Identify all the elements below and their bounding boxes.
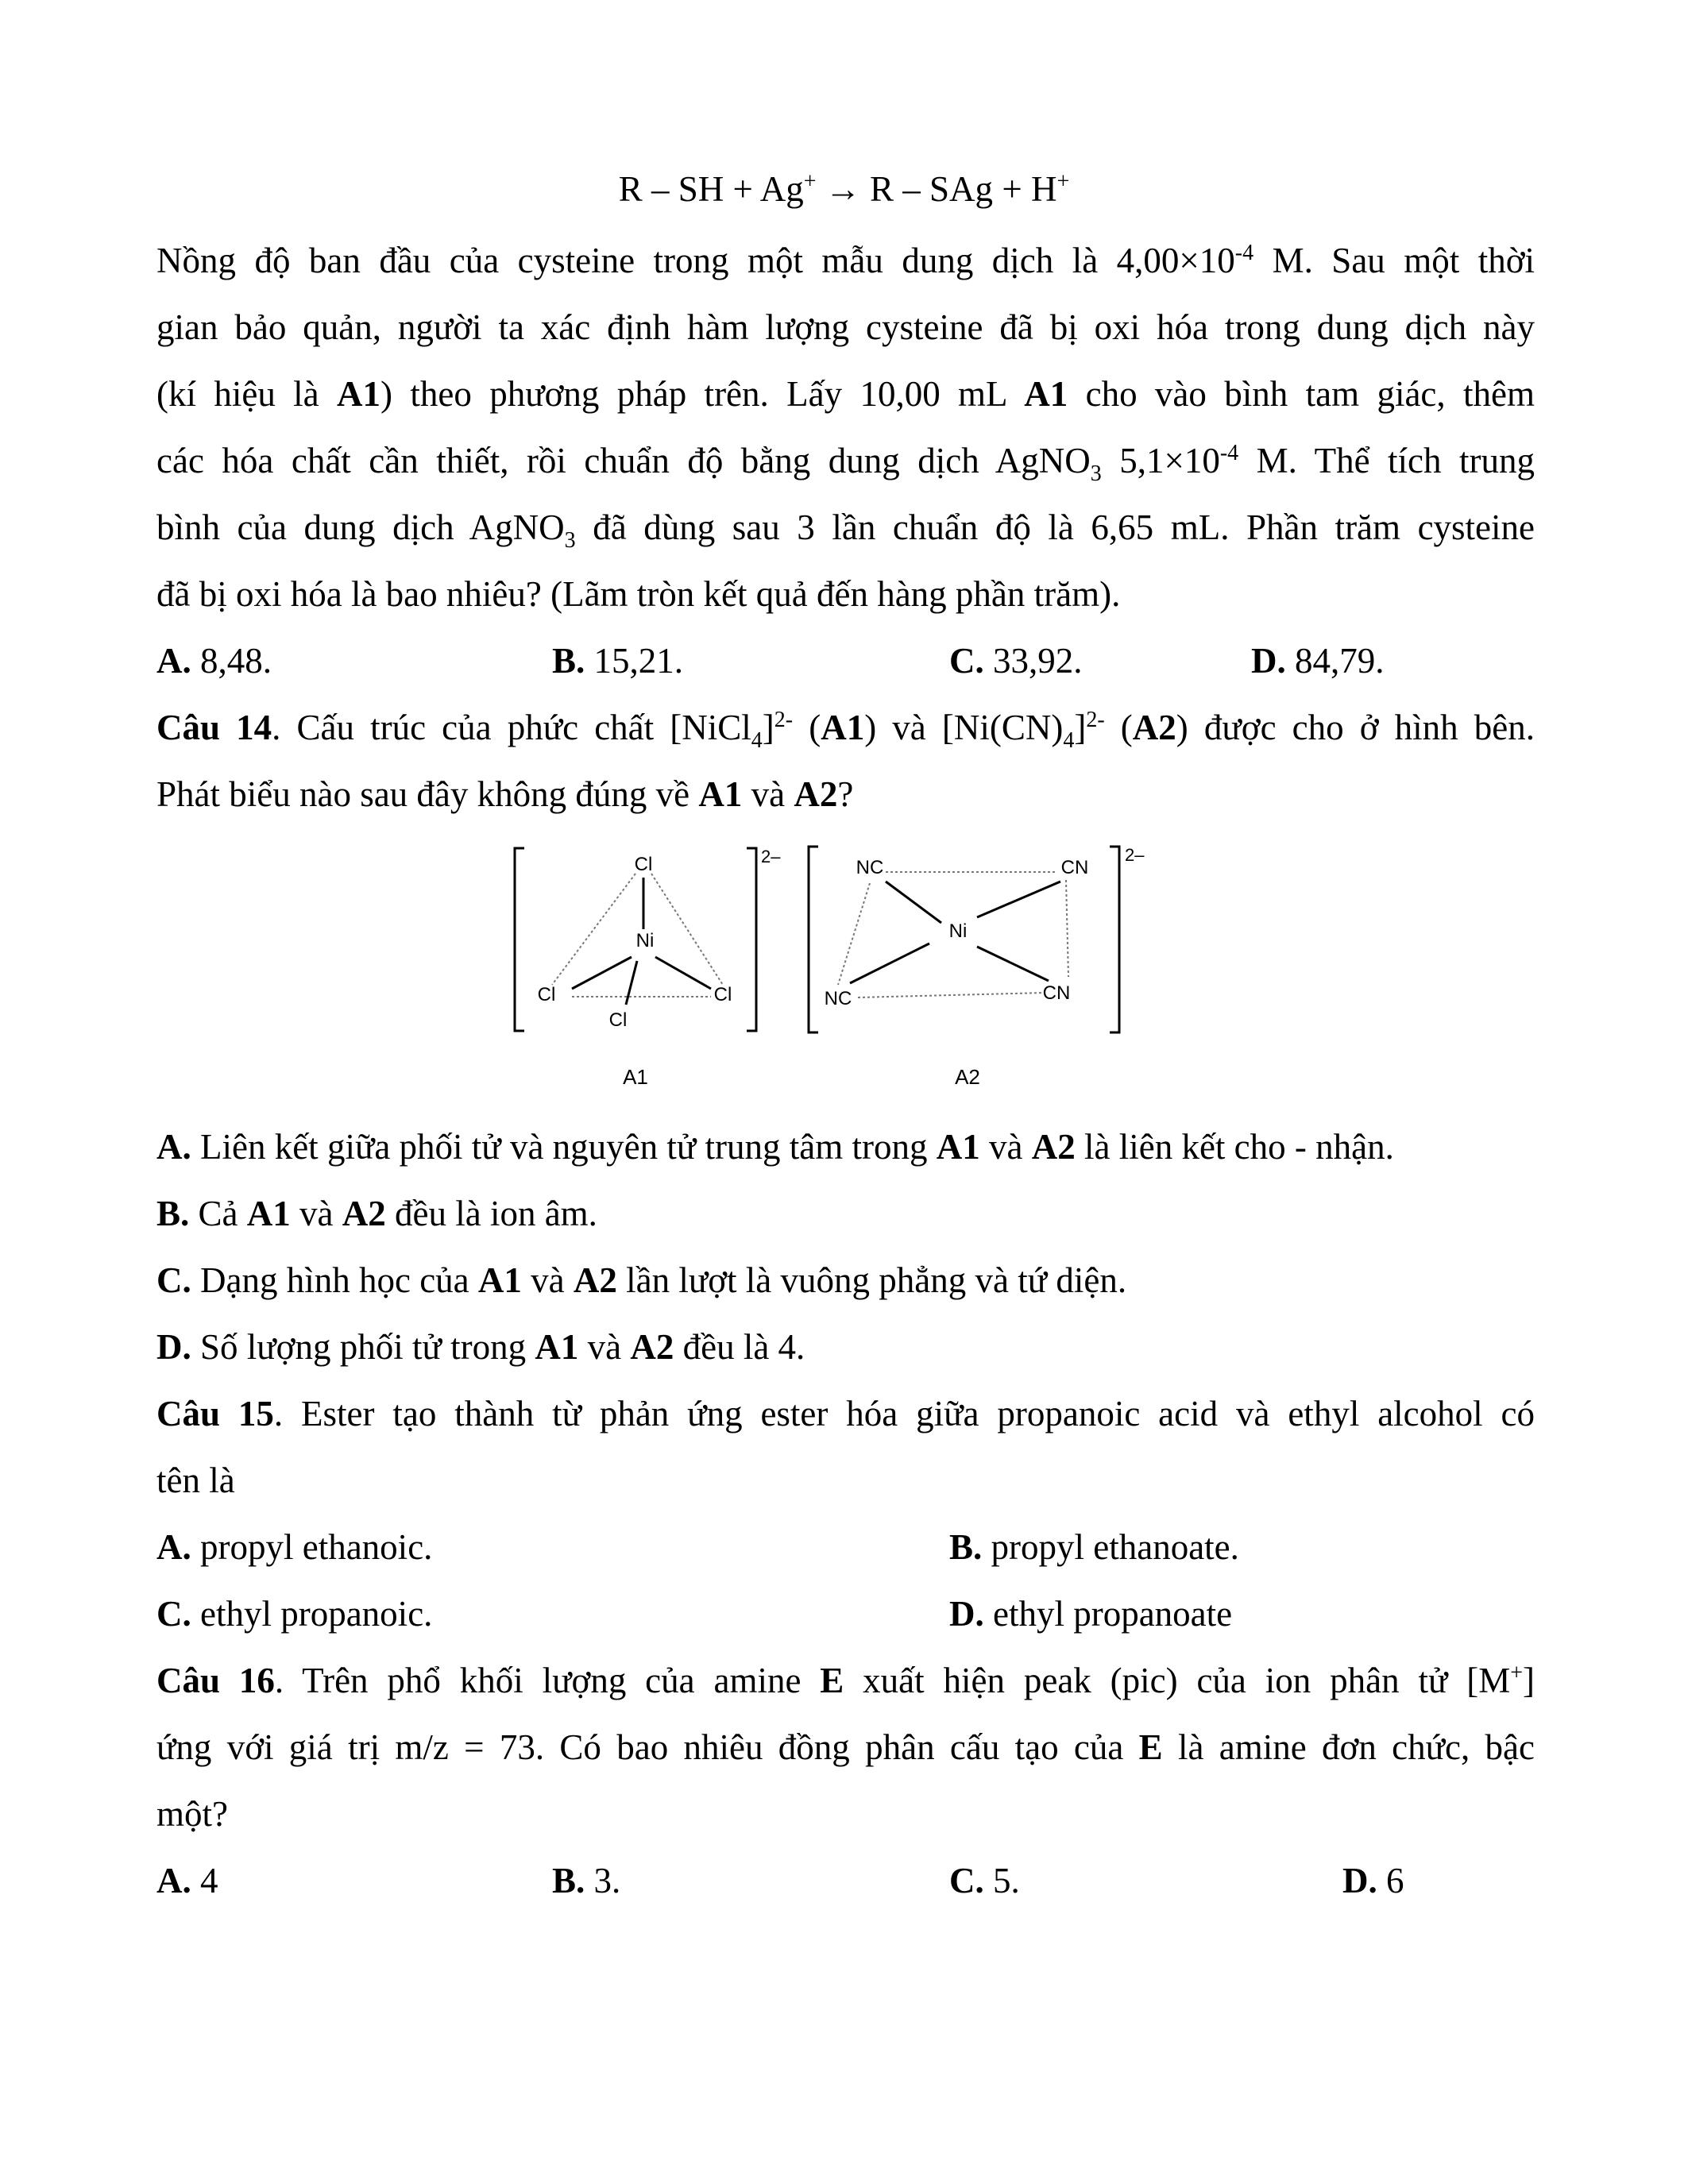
a2-caption: A2 — [955, 1065, 980, 1089]
eq-h-charge: + — [1056, 169, 1070, 194]
q14-option-a[interactable]: A. Liên kết giữa phối tử và nguyên tử trung tâm trong A1 và A2 là liên kết cho - nhận. — [156, 1127, 1394, 1167]
q13-option-c[interactable]: C. 33,92. — [949, 641, 1083, 681]
q13-line-1: Nồng độ ban đầu của cysteine trong một mẫu dung dịch là $4,00\times 10^{-4}$ M. Sau một thời — [156, 241, 1535, 280]
q14-option-d[interactable]: D. Số lượng phối tử trong A1 và A2 đều là 4. — [156, 1327, 805, 1367]
eq-dash: – — [651, 169, 670, 209]
q13-line-6: đã bị oxi hóa là bao nhiêu? (Lãm tròn kết quả đến hàng phần trăm). — [156, 574, 1121, 614]
a2-center-atom: Ni — [948, 920, 968, 942]
a2-bottom-right-ligand: CN — [1042, 982, 1071, 1004]
eq-h: H — [1030, 169, 1057, 209]
eq-ag-charge: + — [803, 169, 817, 194]
q15-option-b[interactable]: B. propyl ethanoate. — [949, 1527, 1239, 1567]
q13-option-b[interactable]: B. 15,21. — [552, 641, 684, 681]
eq-ag: Ag — [759, 169, 804, 209]
q13-line-4: các hóa chất cần thiết, rồi chuẩn độ bằng dung dịch AgNO$_3$ $5,1\times 10^{-4}$ M. Thể tích trung — [156, 441, 1535, 486]
q16-option-d[interactable]: D. 6 — [1342, 1861, 1404, 1900]
q16-line-1: Câu 16. Trên phổ khối lượng của amine E xuất hiện peak (pic) của ion phân tử [M+] — [156, 1661, 1535, 1700]
a1-caption: A1 — [623, 1065, 648, 1089]
q15-line-1: Câu 15. Ester tạo thành từ phản ứng ester hóa giữa propanoic acid và ethyl alcohol có — [156, 1394, 1535, 1433]
q14-line-2: Phát biểu nào sau đây không đúng về A1 và A2? — [156, 774, 854, 814]
a1-left-ligand: Cl — [537, 984, 556, 1005]
a1-charge: 2– — [761, 847, 781, 866]
a2-top-right-ligand: CN — [1060, 857, 1089, 878]
a2-top-left-ligand: NC — [856, 857, 884, 878]
eq-arrow: → — [825, 169, 861, 209]
q15-option-d[interactable]: D. ethyl propanoate — [949, 1594, 1233, 1634]
q13-line-5: bình của dung dịch AgNO$_3$ đã dùng sau 3 lần chuẩn độ là 6,65 mL. Phần trăm cysteine — [156, 507, 1535, 553]
q15-option-a[interactable]: A. propyl ethanoic. — [156, 1527, 433, 1567]
a2-charge: 2– — [1125, 845, 1145, 865]
eq-plus: + — [1002, 169, 1022, 209]
q16-option-b[interactable]: B. 3. — [552, 1861, 621, 1900]
q16-option-c[interactable]: C. 5. — [949, 1861, 1020, 1900]
q16-line-2: ứng với giá trị m/z = 73. Có bao nhiêu đồng phân cấu tạo của E là amine đơn chức, bậc — [156, 1727, 1535, 1767]
q13-option-d[interactable]: D. 84,79. — [1251, 641, 1385, 681]
q14-line-1: Câu 14. Cấu trúc của phức chất [NiCl$_4$]$^{2-}$ (A1) và $[Ni(CN)_4]^{2-}$ (A2) được cho ở hình bên. — [156, 708, 1535, 753]
a2-bottom-left-ligand: NC — [824, 988, 852, 1009]
q14-option-b[interactable]: B. Cả A1 và A2 đều là ion âm. — [156, 1194, 597, 1233]
eq-sag: SAg — [929, 169, 994, 209]
complex-structures-figure — [508, 842, 1184, 1104]
q14-option-c[interactable]: C. Dạng hình học của A1 và A2 lần lượt là vuông phẳng và tứ diện. — [156, 1260, 1127, 1300]
q16-option-a[interactable]: A. 4 — [156, 1861, 218, 1900]
eq-r: R — [618, 169, 643, 209]
a1-bottom-ligand: Cl — [608, 1009, 628, 1031]
q13-option-a[interactable]: A. 8,48. — [156, 641, 272, 681]
eq-dash: – — [902, 169, 921, 209]
a1-right-ligand: Cl — [713, 984, 732, 1005]
q15-line-2: tên là — [156, 1461, 235, 1500]
eq-sh: SH — [678, 169, 724, 209]
q13-line-3: (kí hiệu là A1) theo phương pháp trên. Lấy 10,00 mL A1 cho vào bình tam giác, thêm — [156, 374, 1535, 414]
eq-r: R — [870, 169, 894, 209]
q16-line-3: một? — [156, 1794, 228, 1834]
a1-center-atom: Ni — [635, 930, 655, 951]
a1-top-ligand: Cl — [634, 854, 653, 875]
q13-line-2: gian bảo quản, người ta xác định hàm lượng cysteine đã bị oxi hóa trong dung dịch này — [156, 307, 1535, 347]
q15-option-c[interactable]: C. ethyl propanoic. — [156, 1594, 433, 1634]
eq-plus: + — [732, 169, 753, 209]
reaction-equation — [0, 156, 1688, 222]
